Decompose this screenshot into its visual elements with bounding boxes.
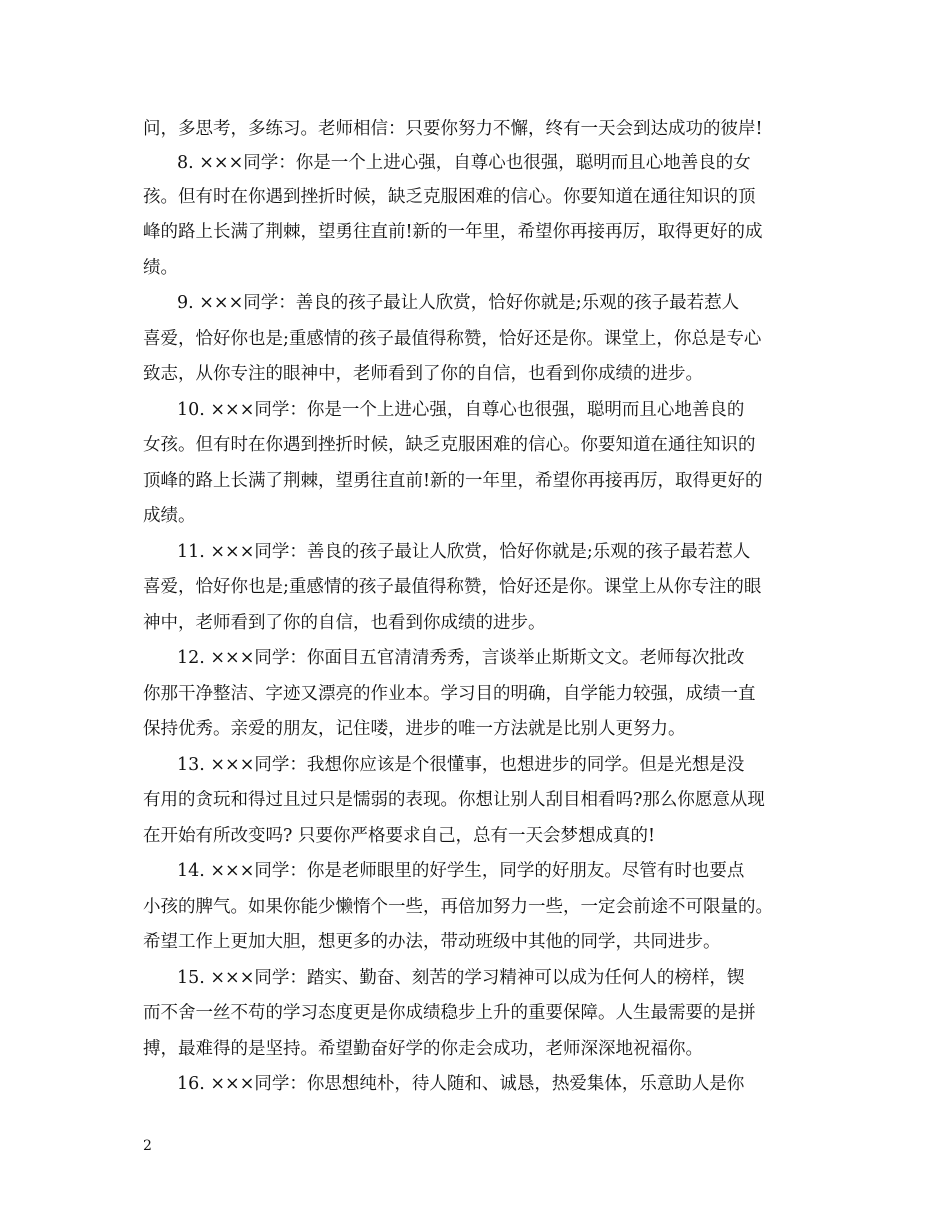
text-line: 神中，老师看到了你的自信，也看到你成绩的进步。 xyxy=(143,613,546,633)
text-line: 搏，最难得的是坚持。希望勤奋好学的你走会成功，老师深深地祝福你。 xyxy=(143,1039,703,1059)
text-line: 15. ×××同学：踏实、勤奋、刻苦的学习精神可以成为任何人的榜样，锲 xyxy=(177,968,745,988)
text-line: 16. ×××同学：你思想纯朴，待人随和、诚恳，热爱集体，乐意助人是你 xyxy=(177,1074,745,1094)
text-line: 女孩。但有时在你遇到挫折时候，缺乏克服困难的信心。你要知道在通往知识的 xyxy=(143,435,756,455)
text-line: 12. ×××同学：你面目五官清清秀秀，言谈举止斯斯文文。老师每次批改 xyxy=(177,648,745,668)
text-line: 而不舍一丝不苟的学习态度更是你成绩稳步上升的重要保障。人生最需要的是拼 xyxy=(143,1003,756,1023)
text-line: 9. ×××同学：善良的孩子最让人欣赏，恰好你就是;乐观的孩子最若惹人 xyxy=(177,293,740,313)
text-line: 孩。但有时在你遇到挫折时候，缺乏克服困难的信心。你要知道在通往知识的顶 xyxy=(143,187,756,207)
text-line: 成绩。 xyxy=(143,506,196,526)
text-line: 你那干净整洁、字迹又漂亮的作业本。学习目的明确，自学能力较强，成绩一直 xyxy=(143,684,756,704)
text-line: 11. ×××同学：善良的孩子最让人欣赏，恰好你就是;乐观的孩子最若惹人 xyxy=(177,542,751,562)
text-line: 14. ×××同学：你是老师眼里的好学生，同学的好朋友。尽管有时也要点 xyxy=(177,861,745,881)
text-line: 在开始有所改变吗? 只要你严格要求自己，总有一天会梦想成真的! xyxy=(143,826,655,846)
text-line: 顶峰的路上长满了荆棘，望勇往直前!新的一年里，希望你再接再厉，取得更好的 xyxy=(143,471,763,491)
text-line: 绩。 xyxy=(143,258,178,278)
text-line: 问，多思考，多练习。老师相信：只要你努力不懈，终有一天会到达成功的彼岸! xyxy=(143,119,763,139)
text-line: 10. ×××同学：你是一个上进心强，自尊心也很强，聪明而且心地善良的 xyxy=(177,400,745,420)
text-line: 保持优秀。亲爱的朋友，记住喽，进步的唯一方法就是比别人更努力。 xyxy=(143,719,686,739)
text-line: 13. ×××同学：我想你应该是个很懂事，也想进步的同学。但是光想是没 xyxy=(177,755,745,775)
text-line: 有用的贪玩和得过且过只是懦弱的表现。你想让别人刮目相看吗?那么你愿意从现 xyxy=(143,790,765,810)
text-line: 小孩的脾气。如果你能少懒惰个一些，再倍加努力一些，一定会前途不可限量的。 xyxy=(143,897,773,917)
text-line: 喜爱，恰好你也是;重感情的孩子最值得称赞，恰好还是你。课堂上，你总是专心 xyxy=(143,329,762,349)
text-line: 8. ×××同学：你是一个上进心强，自尊心也很强，聪明而且心地善良的女 xyxy=(177,153,751,173)
text-line: 峰的路上长满了荆棘，望勇往直前!新的一年里，希望你再接再厉，取得更好的成 xyxy=(143,222,763,242)
page-number: 2 xyxy=(143,1138,152,1154)
text-line: 喜爱，恰好你也是;重感情的孩子最值得称赞，恰好还是你。课堂上从你专注的眼 xyxy=(143,577,762,597)
text-line: 致志，从你专注的眼神中，老师看到了你的自信，也看到你成绩的进步。 xyxy=(143,364,703,384)
text-line: 希望工作上更加大胆，想更多的办法，带动班级中其他的同学，共同进步。 xyxy=(143,932,721,952)
